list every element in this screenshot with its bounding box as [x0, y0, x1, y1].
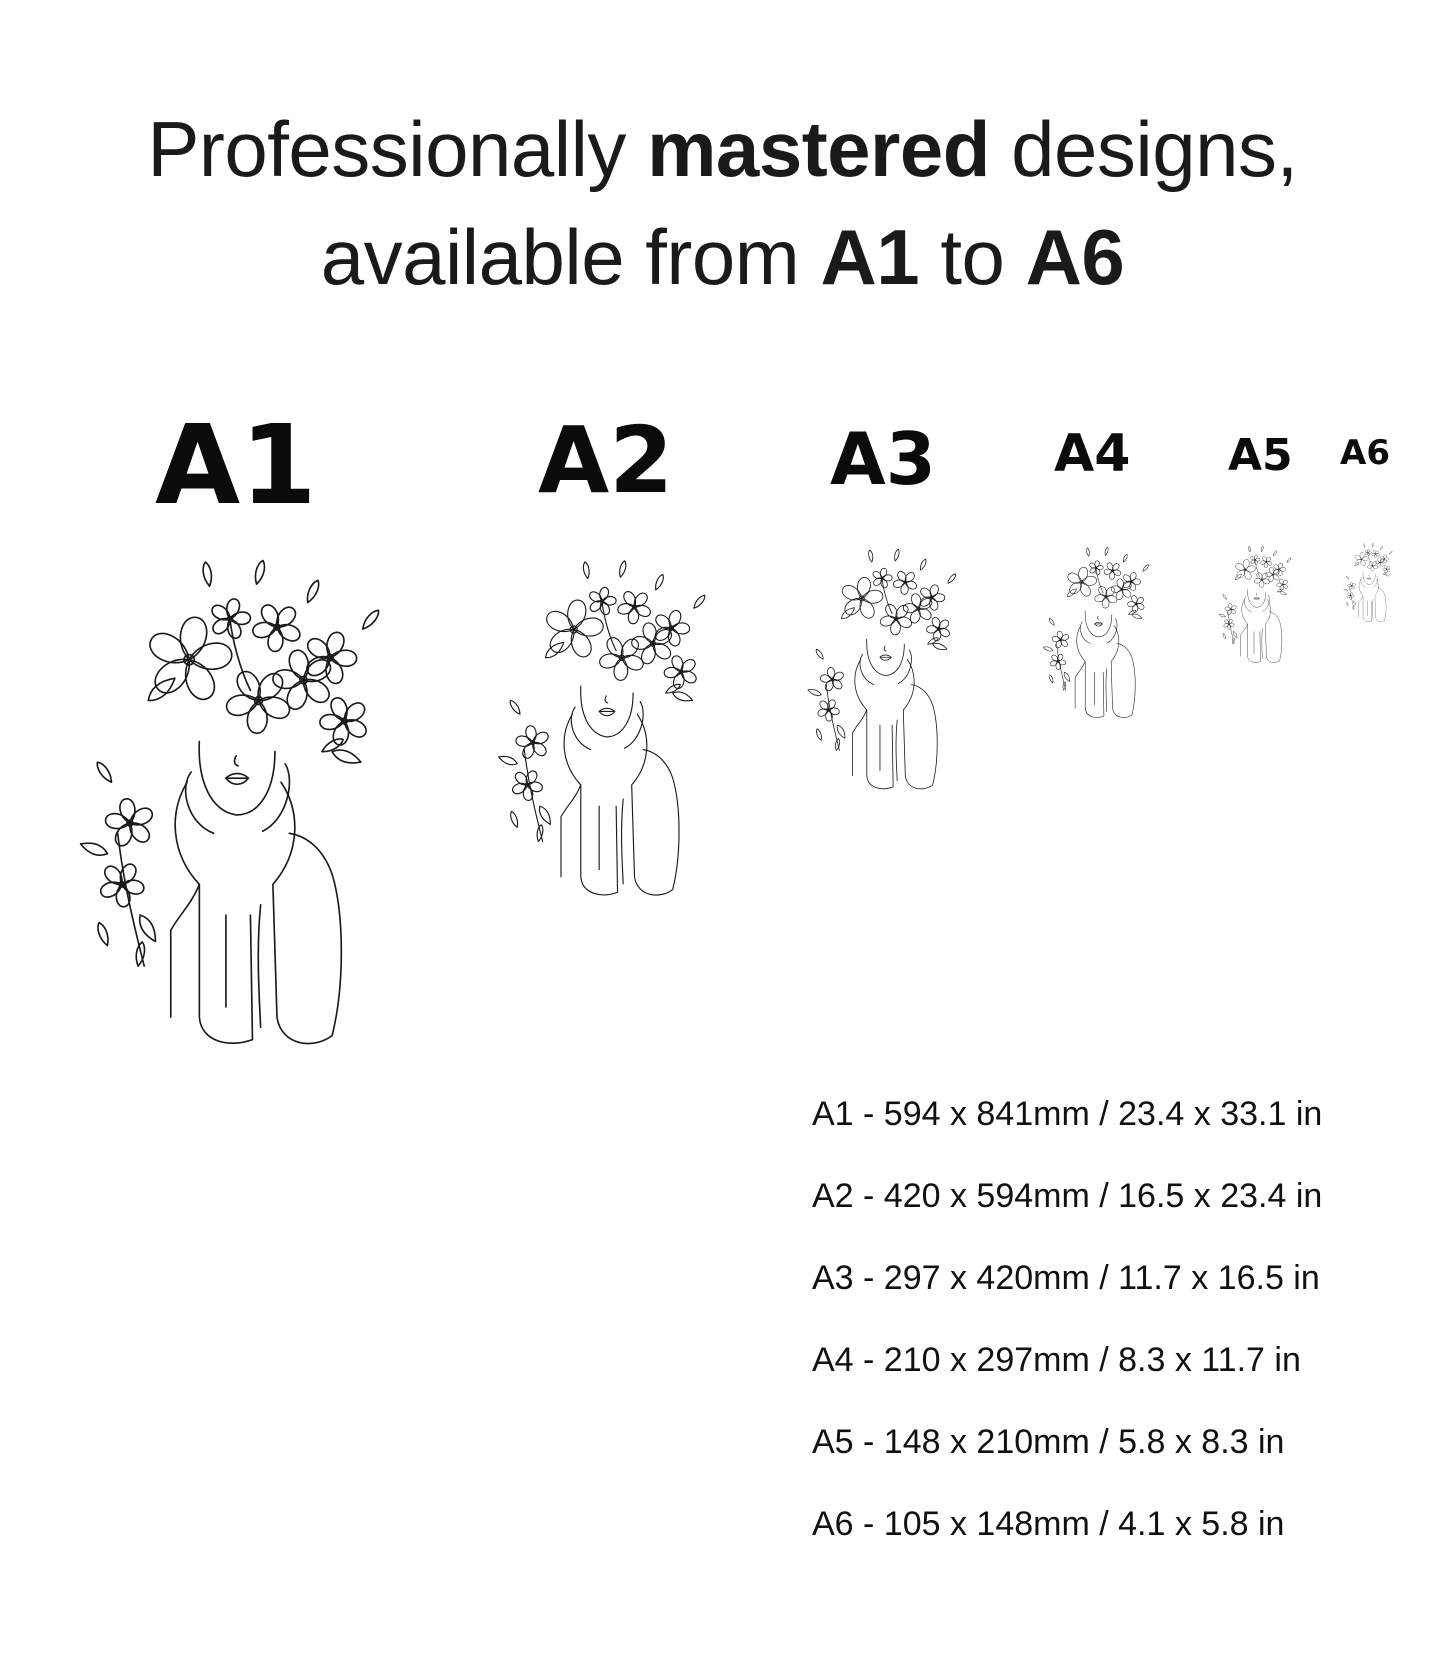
size-label-a5: A5	[1228, 430, 1293, 481]
headline-line-2	[0, 213, 1445, 301]
line-art-a3	[806, 556, 958, 798]
size-spec-a4: A4 - 210 x 297mm / 8.3 x 11.7 in	[812, 1341, 1301, 1379]
line-art-a5	[1216, 550, 1294, 666]
line-art-a1	[75, 578, 385, 1058]
size-spec-a6: A6 - 105 x 148mm / 4.1 x 5.8 in	[812, 1505, 1285, 1543]
headline-text: to	[919, 213, 1026, 301]
headline-bold-text: mastered	[647, 105, 990, 193]
size-label-a2: A2	[538, 407, 674, 514]
headline-text: Professionally	[147, 105, 648, 193]
size-label-a4: A4	[1054, 424, 1131, 484]
line-art-a2	[496, 570, 708, 908]
headline-text: available from	[320, 213, 821, 301]
line-art-a6	[1343, 546, 1393, 624]
size-label-a1: A1	[155, 401, 317, 529]
headline-text: designs,	[989, 105, 1298, 193]
headline-bold-size-a6: A6	[1025, 213, 1125, 301]
size-label-a3: A3	[830, 417, 936, 501]
line-art-a4	[1042, 552, 1150, 724]
size-spec-list	[812, 1094, 1432, 1586]
size-label-a6: A6	[1340, 433, 1390, 473]
headline-line-1	[0, 105, 1445, 193]
size-spec-a5: A5 - 148 x 210mm / 5.8 x 8.3 in	[812, 1423, 1285, 1461]
headline-bold-size-a1: A1	[820, 213, 920, 301]
size-spec-a3: A3 - 297 x 420mm / 11.7 x 16.5 in	[812, 1259, 1320, 1297]
size-spec-a1: A1 - 594 x 841mm / 23.4 x 33.1 in	[812, 1095, 1323, 1133]
size-spec-a2: A2 - 420 x 594mm / 16.5 x 23.4 in	[812, 1177, 1323, 1215]
